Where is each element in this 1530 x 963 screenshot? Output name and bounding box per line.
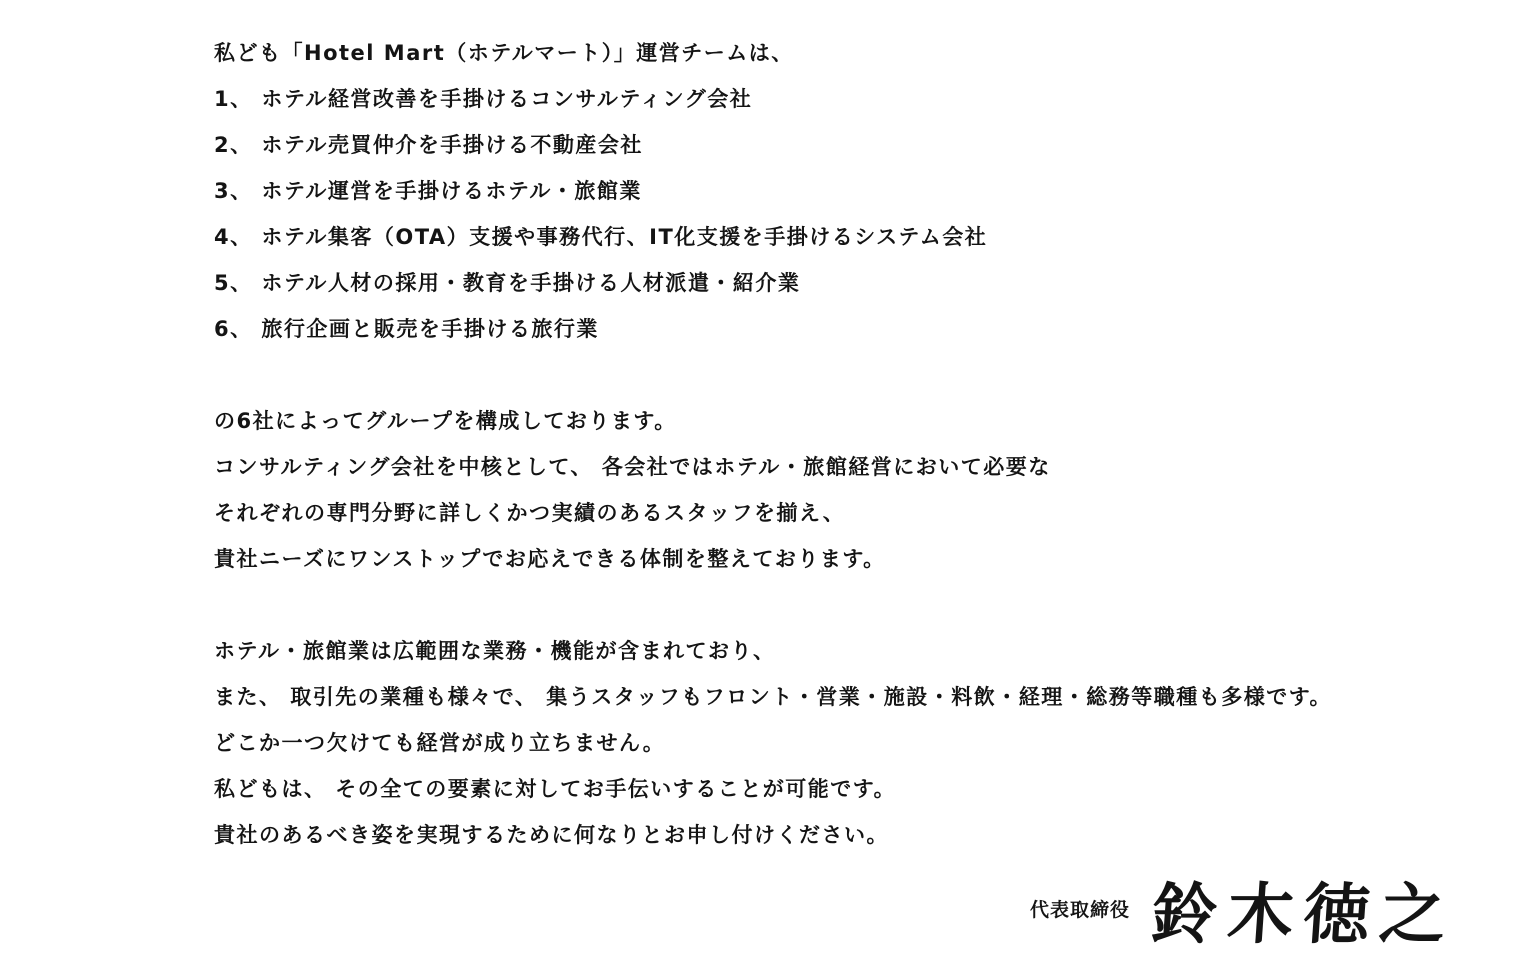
paragraph-line: 貴社ニーズにワンストップでお応えできる体制を整えております。 [214, 547, 886, 571]
company-list-item: 6、 旅行企画と販売を手掛ける旅行業 [214, 317, 599, 341]
paragraph-line: の6社によってグループを構成しております。 [214, 409, 677, 433]
company-list-item: 3、 ホテル運営を手掛けるホテル・旅館業 [214, 179, 642, 203]
paragraph-line: また、 取引先の業種も様々で、 集うスタッフもフロント・営業・施設・料飲・経理・総務等職種も多様です。 [214, 685, 1333, 709]
company-list-item: 1、 ホテル経営改善を手掛けるコンサルティング会社 [214, 87, 753, 111]
company-list-item: 2、 ホテル売買仲介を手掛ける不動産会社 [214, 133, 643, 157]
paragraph-line: どこか一つ欠けても経営が成り立ちません。 [214, 731, 666, 755]
ceo-message [214, 30, 1414, 858]
paragraph-gap [214, 352, 1414, 398]
signature-title: 代表取締役 [1030, 898, 1131, 921]
signature-name: 鈴木徳之 [1148, 874, 1459, 953]
company-list-item: 4、 ホテル集客（OTA）支援や事務代行、IT化支援を手掛けるシステム会社 [214, 225, 988, 249]
paragraph-line: それぞれの専門分野に詳しくかつ実績のあるスタッフを揃え、 [214, 501, 846, 525]
paragraph-line: ホテル・旅館業は広範囲な業務・機能が含まれており、 [214, 639, 776, 663]
paragraph-line: 私どもは、 その全ての要素に対してお手伝いすることが可能です。 [214, 777, 897, 801]
paragraph-line: コンサルティング会社を中核として、 各会社ではホテル・旅館経営において必要な [214, 455, 1051, 479]
paragraph-line: 貴社のあるべき姿を実現するために何なりとお申し付けください。 [214, 823, 889, 847]
company-list-item: 5、 ホテル人材の採用・教育を手掛ける人材派遣・紹介業 [214, 271, 801, 295]
paragraph-gap [214, 582, 1414, 628]
intro-line: 私ども「Hotel Mart（ホテルマート）」運営チームは、 [214, 41, 794, 65]
signature-block [1030, 868, 1510, 953]
